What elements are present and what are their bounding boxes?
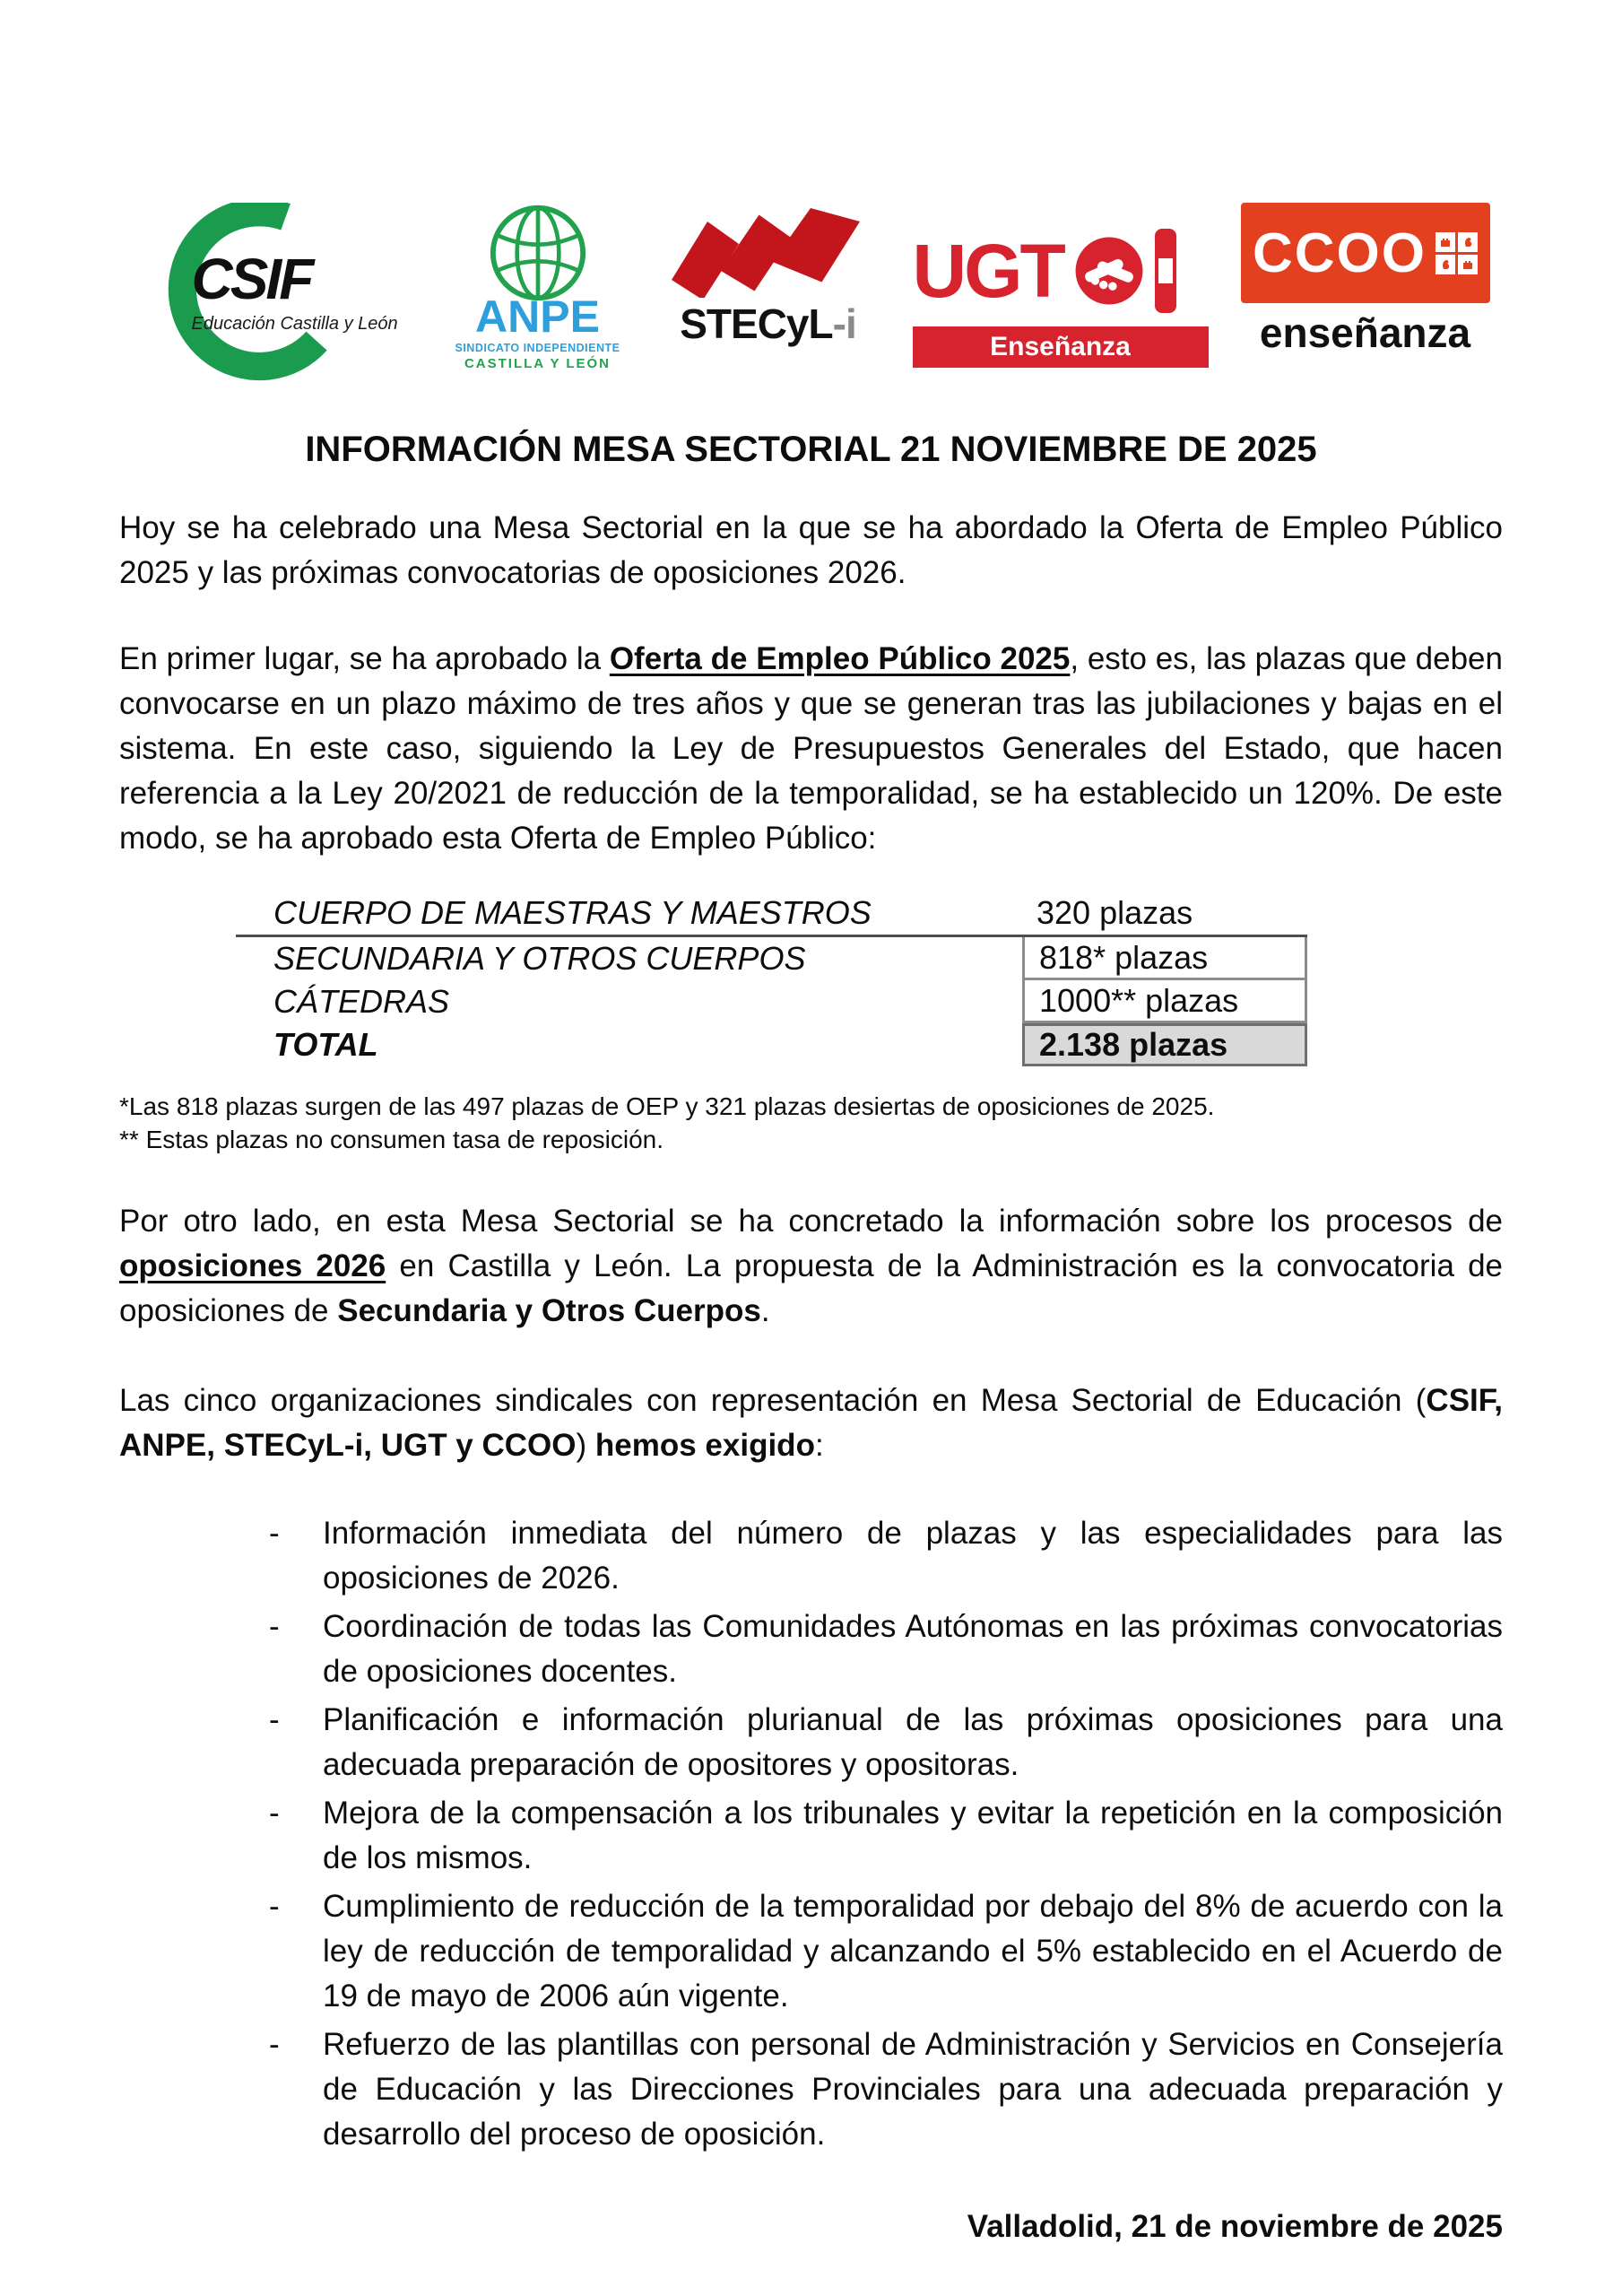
list-item	[119, 1698, 1503, 1787]
stecyl-text: STECyL	[680, 300, 833, 347]
table-row	[236, 937, 1307, 980]
ccoo-logo	[1241, 203, 1490, 387]
list-item-text: Mejora de la compensación a los tribunales y evitar la repetición en la composición de los mismos.	[323, 1796, 1503, 1875]
table-row-value: 1000** plazas	[1022, 980, 1307, 1023]
ugt-handshake-icon	[1074, 236, 1144, 306]
csif-subtitle: Educación Castilla y León	[191, 314, 398, 334]
shield-castle-icon	[1458, 255, 1478, 274]
shield-castle-icon	[1436, 232, 1455, 252]
dash-marker: -	[269, 1516, 280, 1551]
table-row-label: SECUNDARIA Y OTROS CUERPOS	[273, 940, 806, 977]
plazas-table	[236, 891, 1307, 1066]
shield-lion-icon	[1458, 232, 1478, 252]
ugt-logo	[913, 203, 1209, 387]
table-row-total	[236, 1023, 1307, 1066]
ugt-wordmark: UGT	[912, 228, 1063, 313]
list-item-text: Coordinación de todas las Comunidades Autónomas en las próximas convocatorias de oposiciones docentes.	[323, 1609, 1503, 1689]
ccoo-wordmark: CCOO	[1253, 222, 1427, 284]
stecyl-wordmark	[656, 300, 880, 348]
table-row-value: 2.138 plazas	[1022, 1023, 1307, 1066]
list-item	[119, 1605, 1503, 1694]
list-item-text: Refuerzo de las plantillas con personal de Administración y Servicios en Consejería de Educación y las Direcciones Provinciales para una adecuada preparación y desarrollo del proceso de oposición.	[323, 2027, 1503, 2152]
dash-marker: -	[269, 1609, 280, 1644]
ugt-top-row	[913, 222, 1209, 319]
dash-marker: -	[269, 2027, 280, 2062]
dash-marker: -	[269, 1702, 280, 1737]
table-row-value: 320 plazas	[1037, 894, 1193, 931]
footnote-2: ** Estas plazas no consumen tasa de reposición.	[119, 1126, 664, 1153]
table-row	[236, 891, 1307, 937]
paragraph-intro: Hoy se ha celebrado una Mesa Sectorial en la que se ha abordado la Oferta de Empleo Público 2025 y las próximas convocatorias de oposiciones 2026.	[119, 510, 1503, 590]
ugt-flag-bar	[1155, 229, 1176, 313]
table-row-label: CÁTEDRAS	[273, 983, 450, 1020]
ugt-band	[913, 326, 1209, 368]
anpe-wordmark: ANPE	[475, 291, 600, 342]
paragraph-oferta-empleo: En primer lugar, se ha aprobado la Oferta de Empleo Público 2025, esto es, las plazas que deben convocarse en un plazo máximo de tres años y que se generan tras las jubilaciones y bajas en el sistema. En este caso, siguiendo la Ley de Presupuestos Generales del Estado, que hacen referencia a la Ley 20/2021 de reducción de la temporalidad, se ha establecido un 120%. De este modo, se ha aprobado esta Oferta de Empleo Público:	[119, 641, 1503, 856]
dash-marker: -	[269, 1796, 280, 1831]
anpe-globe-icon	[485, 203, 591, 303]
list-item-text: Cumplimiento de reducción de la temporalidad por debajo del 8% de acuerdo con la ley de reducción de temporalidad y alcanzando el 5% establecido en el Acuerdo de 19 de mayo de 2006 aún vigente.	[323, 1889, 1503, 2013]
list-item	[119, 2022, 1503, 2157]
footnote-1: *Las 818 plazas surgen de las 497 plazas de OEP y 321 plazas desiertas de oposiciones de 2025.	[119, 1092, 1215, 1120]
list-item	[119, 1511, 1503, 1601]
table-row	[236, 980, 1307, 1023]
union-logos-row	[119, 203, 1503, 387]
list-item-text: Información inmediata del número de plazas y las especialidades para las oposiciones de 2026.	[323, 1516, 1503, 1596]
stecyl-suffix-text: -i	[832, 300, 856, 347]
footnotes	[119, 1090, 1503, 1156]
ccoo-subtitle: enseñanza	[1259, 309, 1471, 356]
table-row-label: TOTAL	[273, 1026, 378, 1063]
csif-logo	[133, 203, 420, 387]
date-line: Valladolid, 21 de noviembre de 2025	[967, 2209, 1503, 2244]
list-item	[119, 1791, 1503, 1881]
ugt-subtitle: Enseñanza	[990, 331, 1131, 361]
list-item	[119, 1884, 1503, 2019]
paragraph-sindicatos: Las cinco organizaciones sindicales con representación en Mesa Sectorial de Educación (CSIF, ANPE, STECyL-i, UGT y CCOO) hemos exigido:	[119, 1383, 1503, 1463]
stecyl-flag-icon	[663, 208, 873, 298]
anpe-logo	[452, 203, 624, 387]
ccoo-box	[1241, 203, 1490, 303]
dash-marker: -	[269, 1889, 280, 1924]
castilla-leon-shield-icon	[1436, 232, 1478, 274]
paragraph-oposiciones-2026: Por otro lado, en esta Mesa Sectorial se ha concretado la información sobre los procesos de oposiciones 2026 en Castilla y León. La propuesta de la Administración es la convocatoria de oposiciones de Secundaria y Otros Cuerpos.	[119, 1204, 1503, 1328]
page-title: INFORMACIÓN MESA SECTORIAL 21 NOVIEMBRE DE 2025	[305, 430, 1317, 469]
table-row-label: CUERPO DE MAESTRAS Y MAESTROS	[273, 894, 872, 931]
anpe-subtitle-1: SINDICATO INDEPENDIENTE	[455, 341, 620, 354]
demands-list	[119, 1511, 1503, 2157]
stecyl-logo	[656, 203, 880, 387]
table-row-value: 818* plazas	[1022, 937, 1307, 980]
anpe-subtitle-2: CASTILLA Y LEÓN	[464, 355, 612, 371]
shield-lion-icon	[1436, 255, 1455, 274]
list-item-text: Planificación e información plurianual de las próximas oposiciones para una adecuada preparación de opositores y opositoras.	[323, 1702, 1503, 1782]
csif-wordmark: CSIF	[191, 247, 312, 311]
